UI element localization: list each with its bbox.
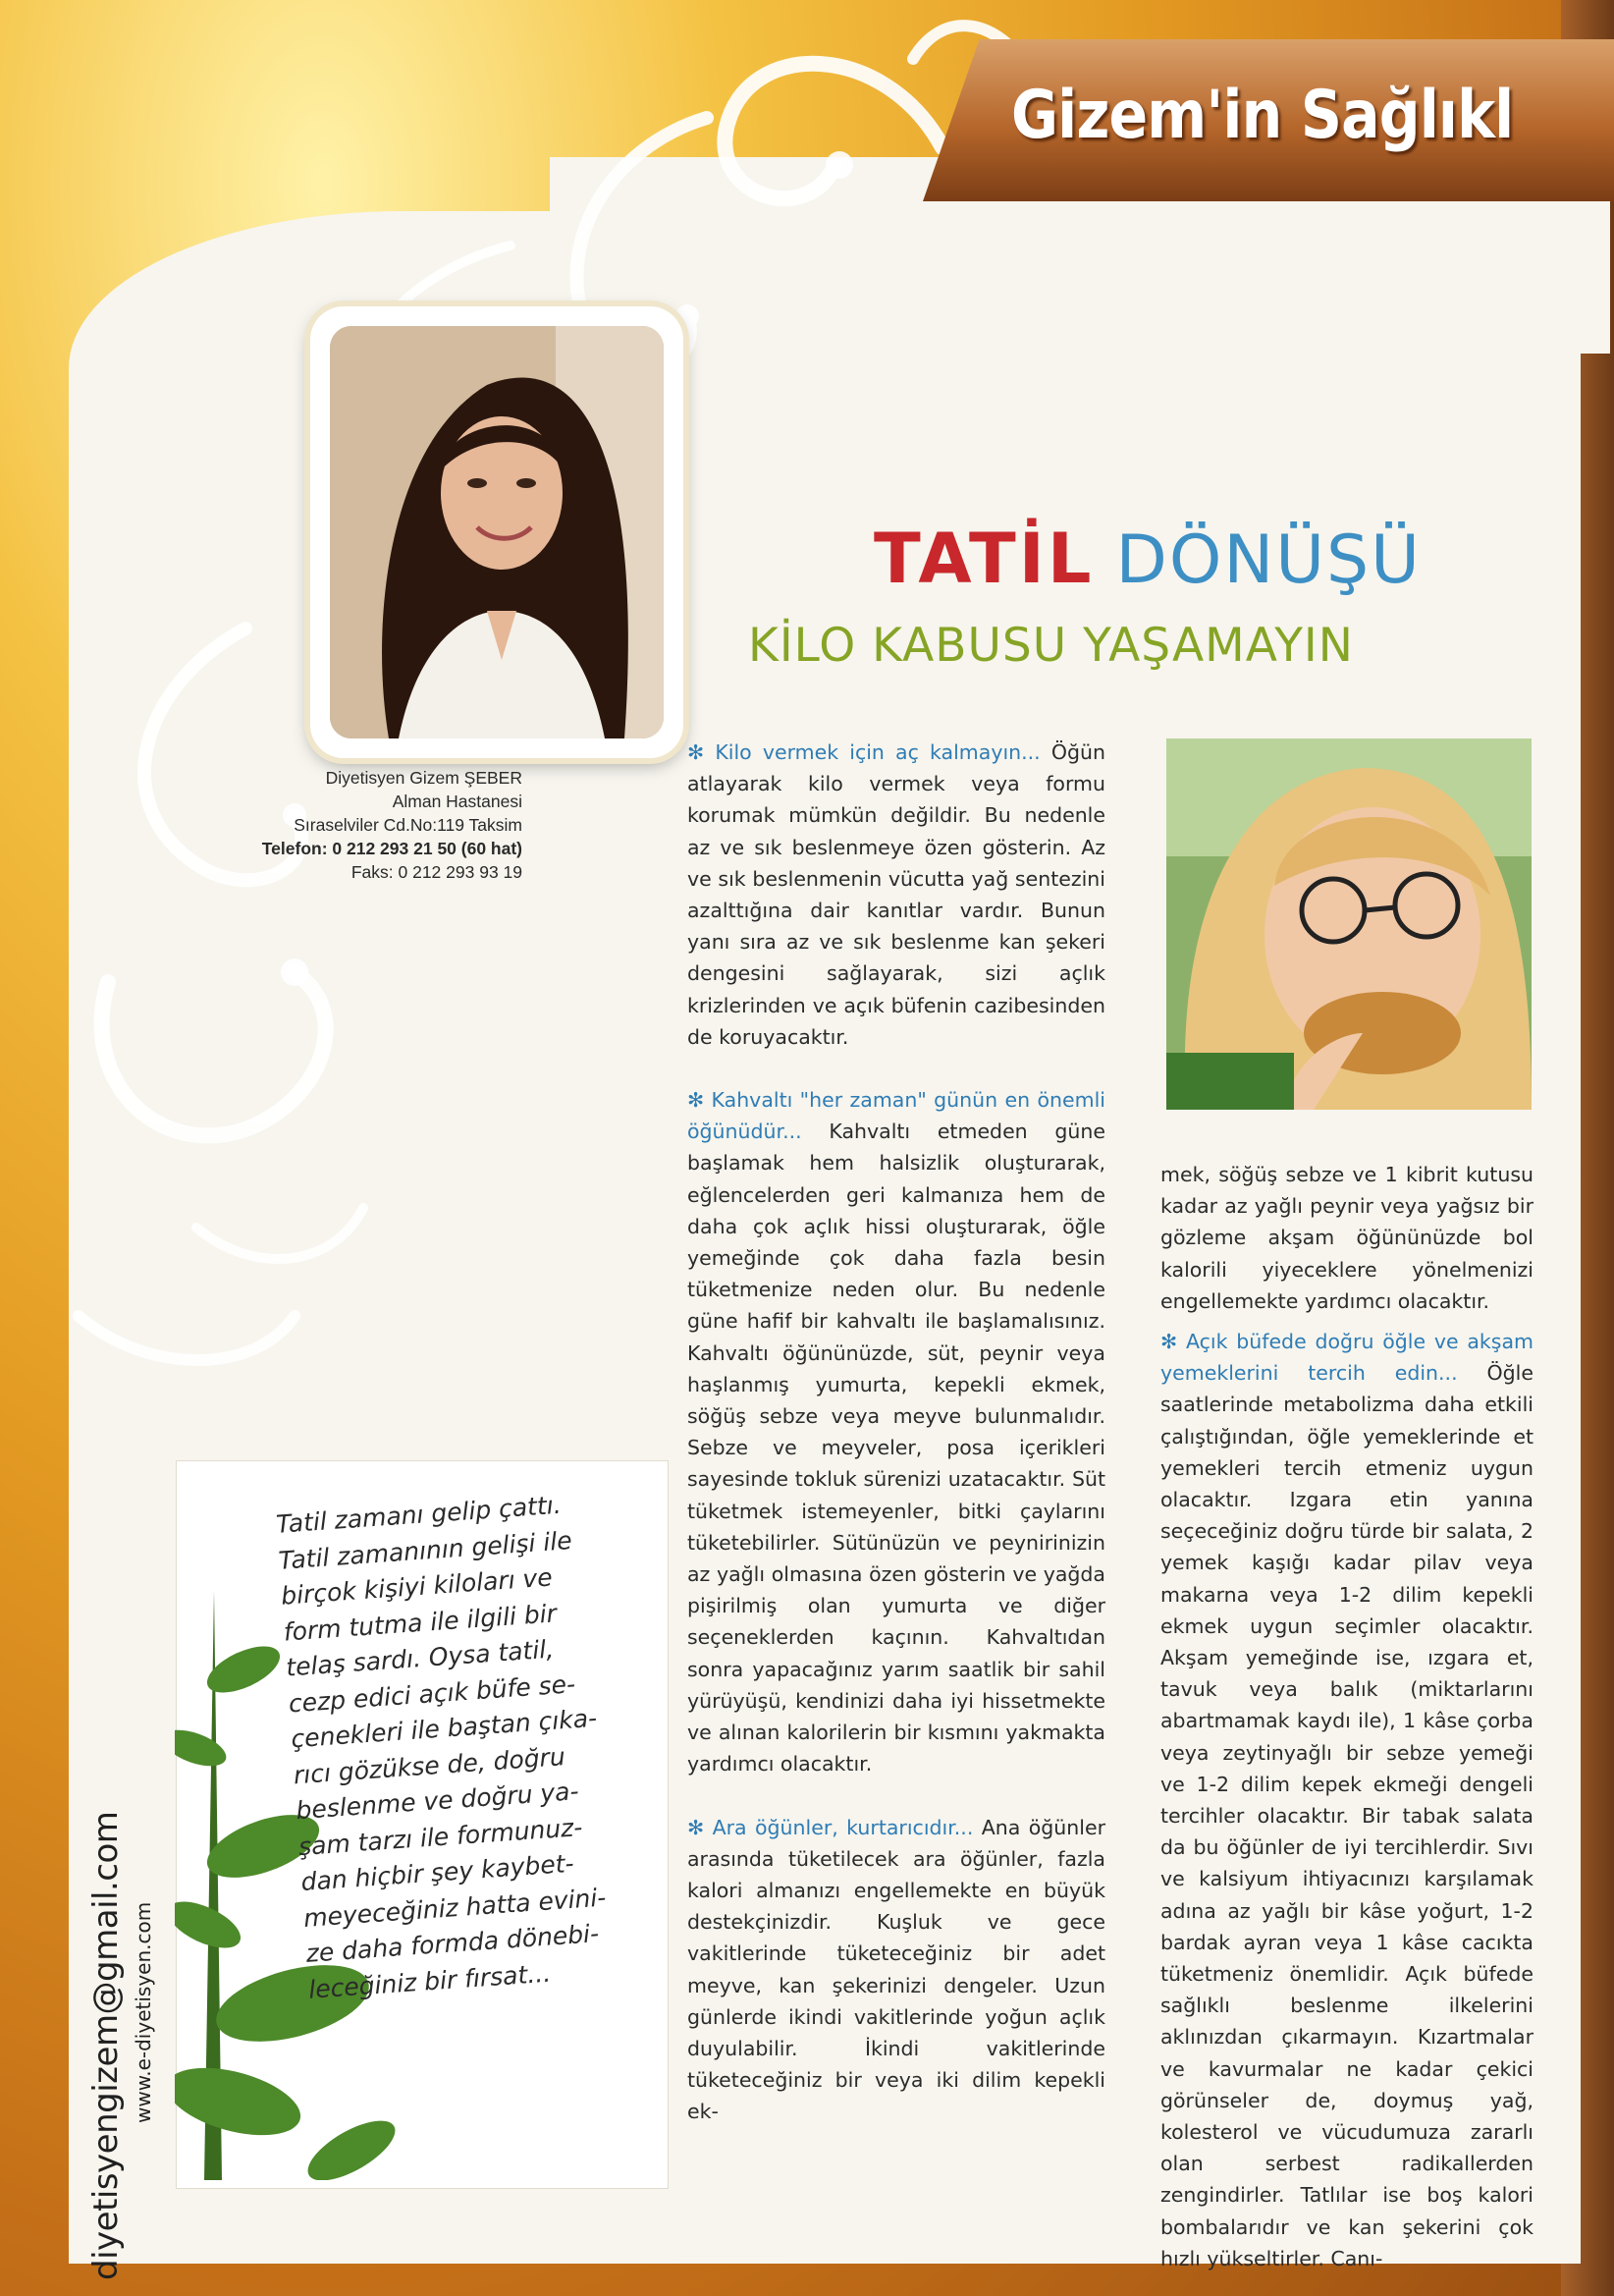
asterisk-icon: ✻ (687, 1088, 712, 1113)
address: Sıraselviler Cd.No:119 Taksim (294, 815, 522, 835)
title-word-red: TATİL (874, 519, 1095, 599)
author-contact-info (177, 766, 522, 884)
quote-line: form tutma ile ilgili bir (282, 1598, 558, 1647)
body-column-left (687, 737, 1105, 2128)
quote-line: cezp edici açık büfe se- (287, 1668, 576, 1718)
phone: Telefon: 0 212 293 21 50 (60 hat) (261, 839, 522, 858)
quote-line: Tatil zamanı gelip çattı. (275, 1490, 563, 1539)
body-column-right (1160, 1326, 1533, 2274)
section-heading: Kahvaltı "her zaman" günün en önemli öğünüdür... (687, 1088, 1105, 1144)
section-heading: Kilo vermek için aç kalmayın... (715, 740, 1041, 764)
section-paragraph (687, 1084, 1105, 1779)
section-paragraph (1160, 1326, 1533, 2274)
quote-line: ze daha formda dönebi- (304, 1919, 600, 1968)
section-paragraph (687, 737, 1105, 1053)
section-heading: Açık büfede doğru öğle ve akşam yemeklerini tercih edin... (1160, 1330, 1533, 1386)
quote-line: meyeceğiniz hatta evini- (302, 1882, 608, 1933)
section-body: Ana öğünler arasında tüketilecek ara öğünler, fazla kalori almanızı engellemekte en büyük destekçinizdir. Kuşluk ve gece vakitlerinde tüketeceğiniz bir adet meyve, kan şekerinizi dengeler. Uzun günlerde ikindi vakitlerinde yoğun açlık duyulabilir. İkindi vakitlerinde tüketeceğiniz bir veya iki dilim kepekli ek- (687, 1815, 1105, 2124)
article-title (874, 519, 1422, 599)
quote-line: beslenme ve doğru ya- (295, 1777, 580, 1826)
woman-portrait-illustration (330, 326, 664, 738)
quote-line: rıcı gözükse de, doğru (293, 1741, 566, 1789)
section-paragraph (687, 1812, 1105, 2128)
column-title: Gizem'in Sağlıkl (1011, 77, 1514, 154)
quote-line: çenekleri ile baştan çıka- (290, 1703, 598, 1754)
section-body: Öğün atlayarak kilo vermek veya formu korumak mümkün değildir. Bu nedenle az ve sık beslenmeye özen gösterin. Az ve sık beslenmenin vücutta yağ sentezini azalttığına dair kanıtlar vardır. Bunun yanı sıra az ve sık beslenme kan şekeri dengesini sağlayarak, sizi açlık krizlerinden ve açık büfenin cazibesinden de koruyacaktır. (687, 740, 1105, 1049)
asterisk-icon: ✻ (687, 1815, 713, 1839)
author-name: Diyetisyen Gizem ŞEBER (325, 768, 522, 788)
quote-line: birçok kişiyi kiloları ve (280, 1562, 554, 1611)
asterisk-icon: ✻ (1160, 1330, 1186, 1353)
quote-line: leceğiniz bir fırsat... (307, 1958, 552, 2004)
pull-quote (275, 1483, 663, 2008)
asterisk-icon: ✻ (687, 740, 716, 764)
quote-line: telaş sardı. Oysa tatil, (285, 1634, 556, 1682)
footer-website: www.e-diyetisyen.com (132, 1901, 155, 2123)
article-subtitle: KİLO KABUSU YAŞAMAYIN (748, 619, 1354, 673)
fax: Faks: 0 212 293 93 19 (350, 862, 522, 882)
author-portrait-photo (330, 326, 664, 738)
section-body: Öğle saatlerinde metabolizma daha etkili çalıştığından, öğle yemeklerinde et yemekleri tercih etmeniz uygun olacaktır. Izgara etin yanına seçeceğiniz doğru türde bir salata, 2 yemek kaşığı kadar pilav veya makarna veya 1-2 dilim kepekli ekmek uygun seçimler olacaktır. Akşam yemeğinde ise, ızgara et, tavuk veya balık (miktarlarını abartmamak kaydı ile), 1 kâse çorba veya zeytinyağlı bir sebze yemeği ve 1-2 dilim kepek ekmeği dengeli tercihler olacaktır. Bir tabak salata da bu öğünler de iyi tercihlerdir. Sıvı ve kalsiyum ihtiyacınızı karşılamak adına az yağlı bir kâse yoğurt, 1-2 bardak ayran veya 1 kâse cacıkta tüketmeniz önemlidir. Açık büfede sağlıklı beslenme ilkelerini aklınızdan çıkarmayın. Kızartmalar ve kavurmalar ne kadar çekici görünseler de, doymuş yağ, kolesterol ve vücudumuza zararlı olan serbest radikallerden zengindirler. Tatlılar ise boş kalori bombalarıdır ve kan şekerini çok hızlı yükseltirler. Canı- (1160, 1361, 1533, 2270)
vertical-footer (86, 1812, 155, 2280)
title-word-blue: DÖNÜŞÜ (1115, 521, 1422, 599)
girl-eating-illustration (1166, 738, 1532, 1110)
hospital-name: Alman Hastanesi (392, 792, 522, 811)
footer-email: diyetisyengizem@gmail.com (86, 1811, 126, 2280)
quote-line: Tatil zamanının gelişi ile (277, 1525, 573, 1575)
quote-line: şam tarzı ile formunuz- (297, 1812, 584, 1861)
quote-line: dan hiçbir şey kaybet- (299, 1848, 575, 1897)
body-column-right-continuation: mek, söğüş sebze ve 1 kibrit kutusu kadar az yağlı peynir veya yağsız bir gözleme akşam öğününüzde bol kalorili yiyeceklere yönelmenizi engellemekte yardımcı olacaktır. (1160, 1163, 1533, 1313)
section-heading: Ara öğünler, kurtarıcıdır... (712, 1815, 974, 1839)
section-body: Kahvaltı etmeden güne başlamak hem halsizlik oluşturarak, eğlencelerden geri kalmanıza hem de daha çok açlık hissi oluşturarak, öğle yemeğinde çok daha fazla besin tüketmenize neden olur. Bu nedenle güne hafif bir kahvaltı ile başlamalısınız. Kahvaltı öğününüzde, süt, peynir veya haşlanmış yumurta, kepekli ekmek, söğüş sebze veya meyve bulunmalıdır. Sebze ve meyveler, posa içerikleri sayesinde tokluk sürenizi uzatacaktır. Süt tüketmek istemeyenler, bitki çaylarını tüketebilirler. Sütünüzün ve peynirinizin az yağlı olmasına özen gösterin ve yağda pişirilmiş olan yumurta ve diğer seçeneklerden kaçının. Kahvaltıdan sonra yapacağınız yarım saatlik bir sahil yürüyüşü, kendinizi daha iyi hissetmekte ve alınan kalorilerin bir kısmını yakmakta yardımcı olacaktır. (687, 1120, 1105, 1777)
girl-eating-photo (1166, 738, 1532, 1110)
